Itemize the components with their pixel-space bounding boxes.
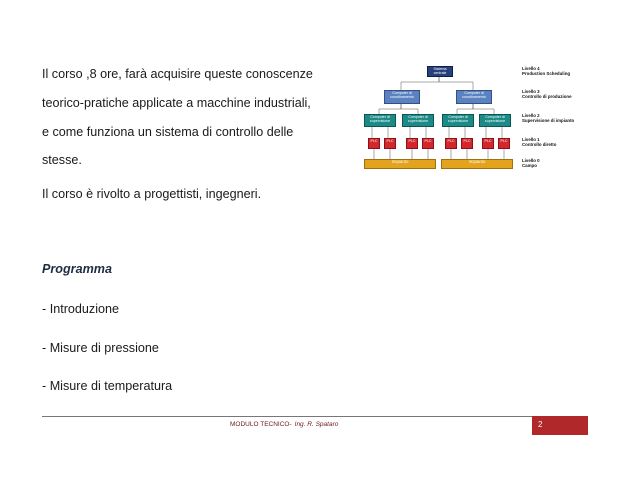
level-2-label: Livello 2 Supervisione di impianto [522, 113, 575, 123]
central-system-box: Sistema centrale [427, 66, 453, 77]
level-0-label: Livello 0 Campo [522, 158, 540, 168]
footer-author: Ing. R. Spataro [294, 421, 339, 428]
intro-line-2: teorico-pratiche applicate a macchine industriali, [42, 96, 311, 110]
intro-line-1: Il corso ,8 ore, farà acquisire queste conoscenze [42, 67, 313, 81]
supervision-computer-box-3: Computer di supervisione [442, 114, 474, 127]
program-item-1: - Introduzione [42, 302, 120, 316]
plc-box-2: PLC [384, 138, 396, 149]
plant-box-2: Impianto [441, 159, 513, 169]
footer-divider [42, 416, 588, 417]
plc-box-8: PLC [498, 138, 510, 149]
plc-box-5: PLC [445, 138, 457, 149]
plc-box-3: PLC [406, 138, 418, 149]
level-3-label: Livello 3 Controllo di produzione [522, 89, 572, 99]
supervision-computer-box-2: Computer di supervisione [402, 114, 434, 127]
supervision-computer-box-4: Computer di supervisione [479, 114, 511, 127]
footer-module: MODULO TECNICO- [230, 421, 292, 428]
plc-box-6: PLC [461, 138, 473, 149]
footer-module-label [230, 421, 338, 428]
supervision-computer-box-1: Computer di supervisione [364, 114, 396, 127]
plant-box-1: Impianto [364, 159, 436, 169]
coordination-computer-box-2: Computer di coordinamento [456, 90, 492, 104]
program-heading: Programma [42, 262, 112, 276]
page-number: 2 [538, 420, 543, 429]
program-item-3: - Misure di temperatura [42, 379, 173, 393]
intro-line-4: stesse. [42, 153, 82, 167]
plc-box-1: PLC [368, 138, 380, 149]
intro-line-3: e come funziona un sistema di controllo delle [42, 125, 294, 139]
audience-text: Il corso è rivolto a progettisti, ingegneri. [42, 187, 262, 201]
program-item-2: - Misure di pressione [42, 341, 159, 355]
page-number-badge [532, 416, 588, 435]
plc-box-4: PLC [422, 138, 434, 149]
coordination-computer-box-1: Computer di coordinamento [384, 90, 420, 104]
level-4-label: Livello 4 Production Scheduling [522, 66, 571, 76]
plc-box-7: PLC [482, 138, 494, 149]
level-1-label: Livello 1 Controllo diretto [522, 137, 557, 147]
automation-hierarchy-diagram [362, 62, 592, 174]
